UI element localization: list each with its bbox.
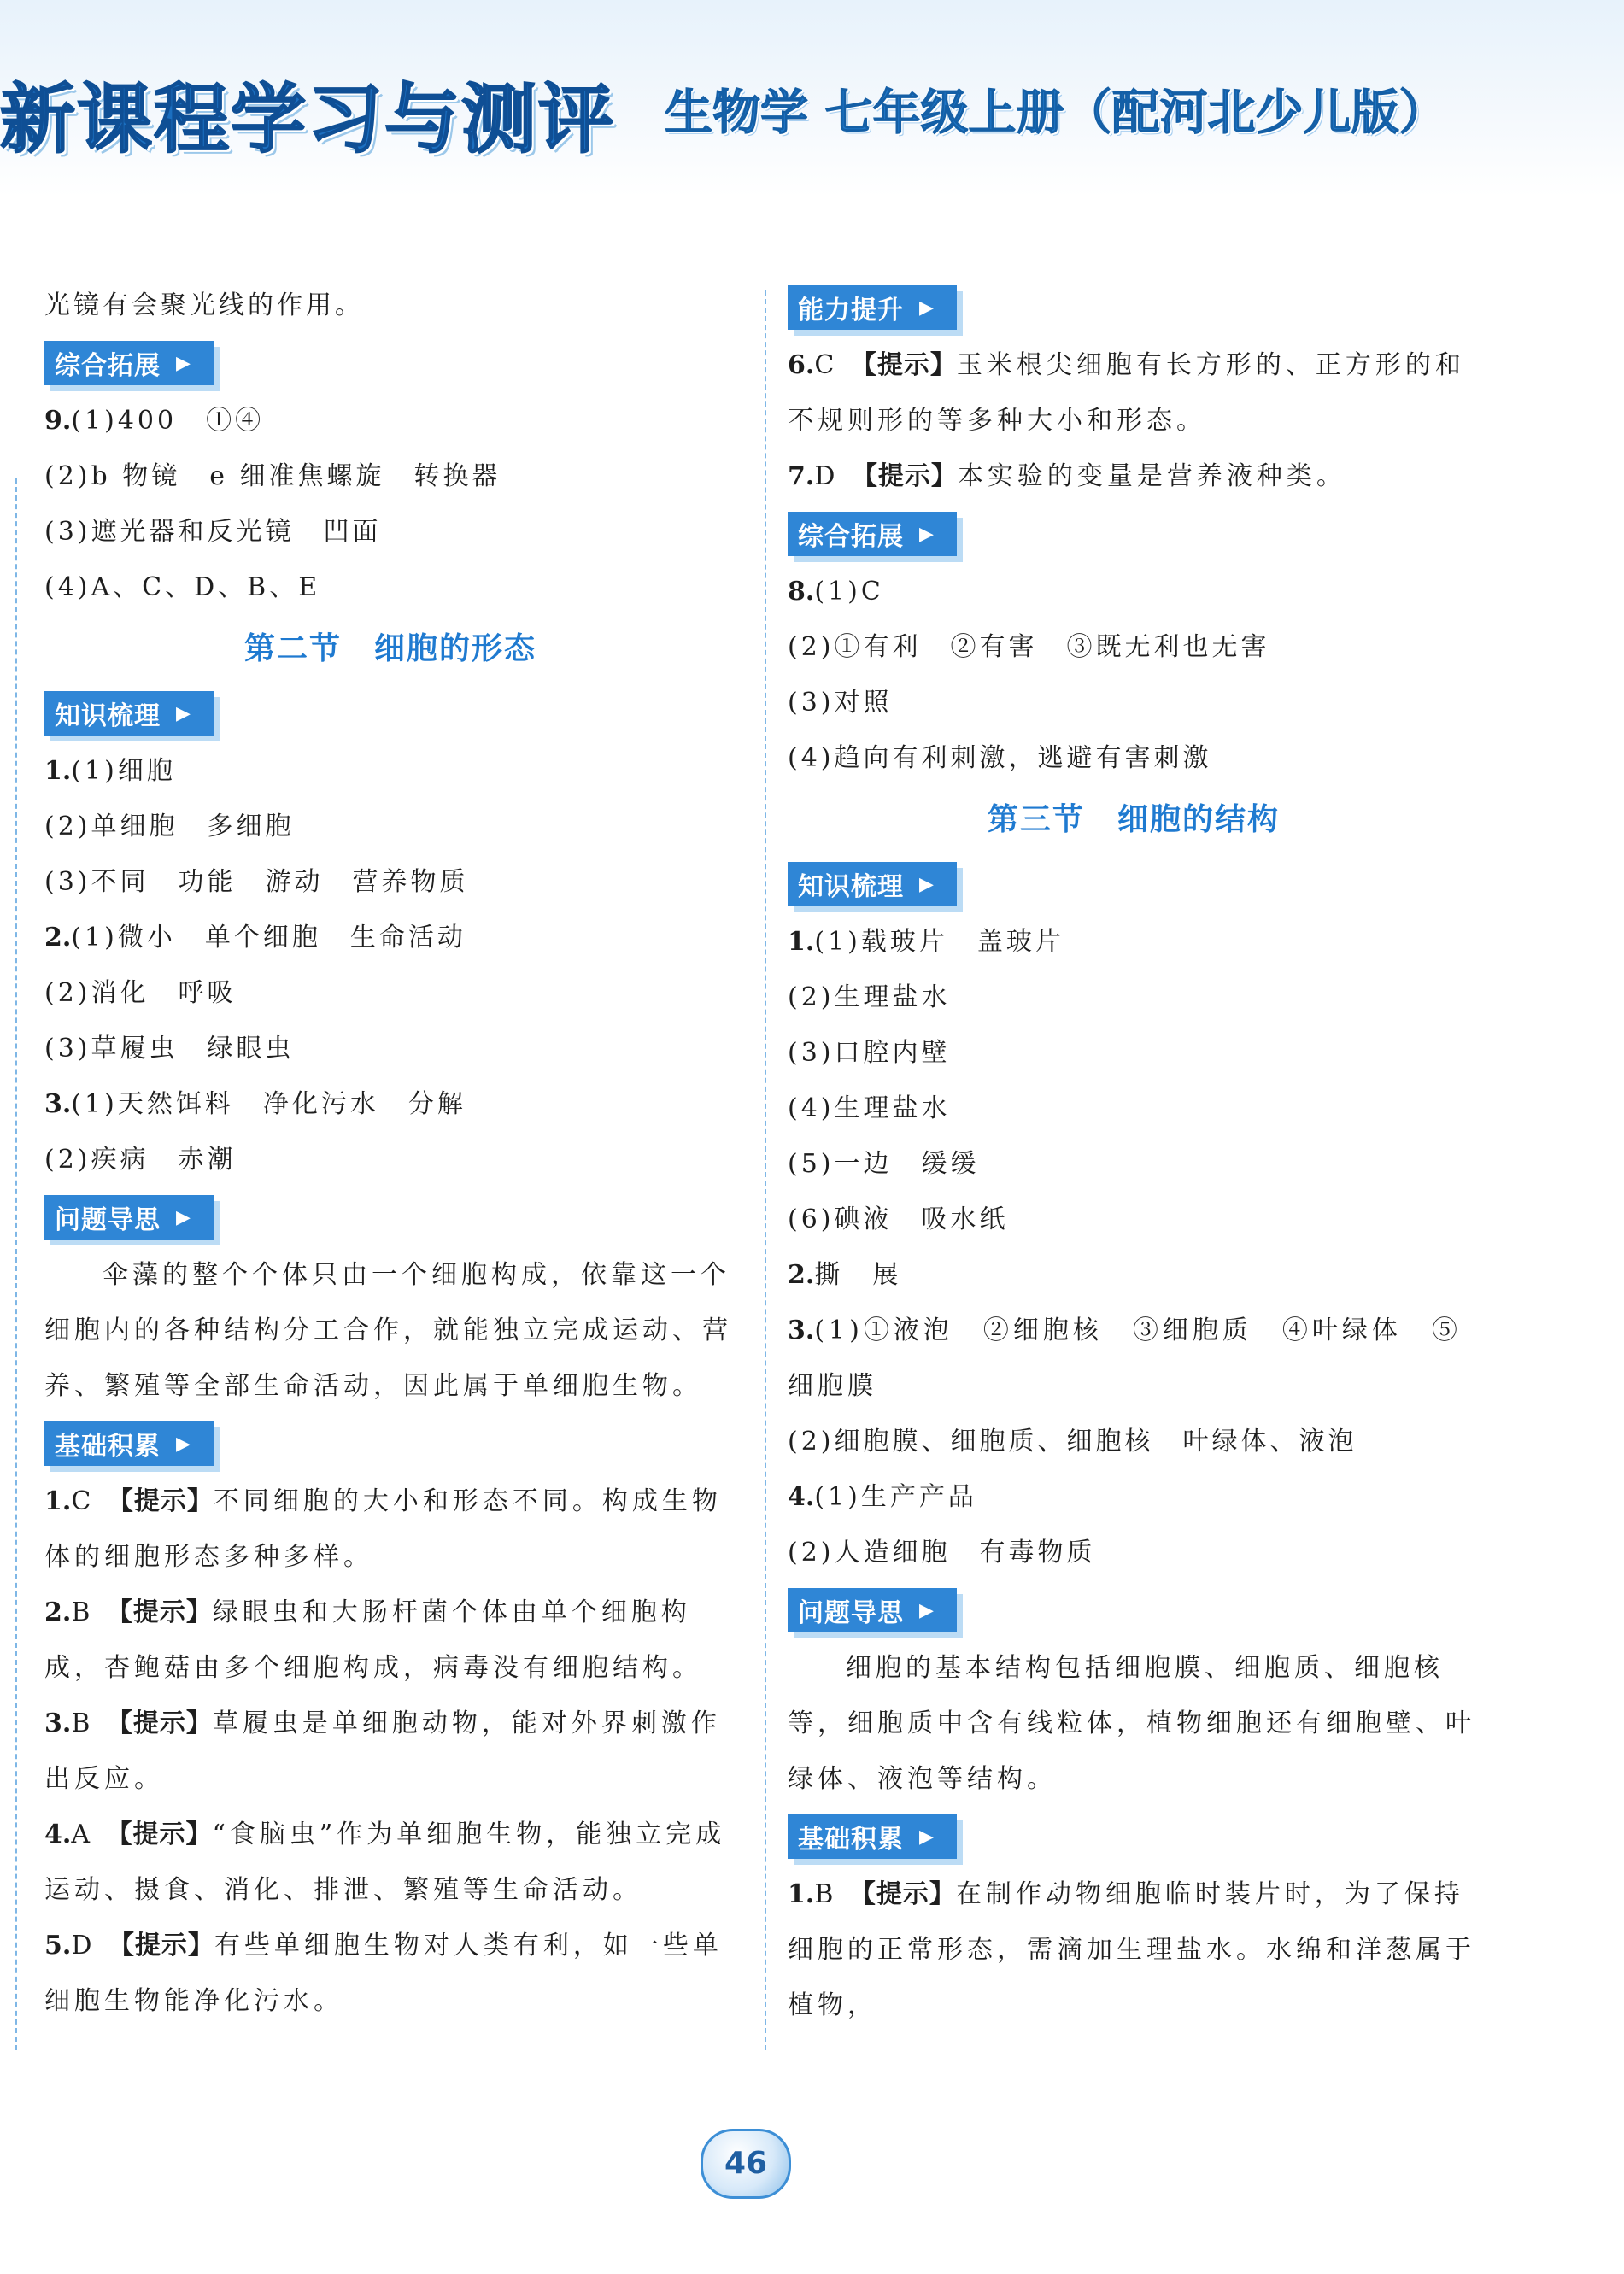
answer-item <box>788 1867 1480 2033</box>
answer-line: (3)草履虫 绿眼虫 <box>44 1034 295 1064</box>
tag-label: 问题导思 <box>55 1205 161 1235</box>
section-tag-comprehensive <box>44 341 214 385</box>
play-arrow-icon: ▶ <box>919 1826 935 1848</box>
answer-item <box>44 1585 736 1696</box>
answer-text: (1)微小 单个细胞 生命活动 <box>71 923 466 952</box>
answer-line: (3)遮光器和反光镜 凹面 <box>44 517 382 547</box>
section-tag-knowledge <box>44 691 214 736</box>
tag-row <box>788 1807 1480 1867</box>
question-number: 1. <box>788 1879 815 1909</box>
tag-label: 知识梳理 <box>55 701 161 731</box>
answer-text: 草履虫是单细胞动物，能对外界刺激作出反应。 <box>44 1708 721 1794</box>
tag-row <box>788 504 1480 564</box>
answer-text: 玉米根尖细胞有长方形的、正方形的和不规则形的等多种大小和形态。 <box>788 350 1465 436</box>
play-arrow-icon: ▶ <box>176 702 191 724</box>
page-number-badge: 46 <box>701 2129 791 2199</box>
tag-row <box>44 1187 736 1247</box>
paragraph: 细胞的基本结构包括细胞膜、细胞质、细胞核等，细胞质中含有线粒体，植物细胞还有细胞壁、叶绿体、液泡等结构。 <box>788 1653 1475 1794</box>
answer-line: (4)生理盐水 <box>788 1093 951 1123</box>
tag-label: 基础积累 <box>798 1825 904 1855</box>
right-column <box>788 278 1480 2033</box>
answer-line <box>44 910 736 965</box>
answer-text: 有些单细胞生物对人类有利，如一些单细胞生物能净化污水。 <box>44 1931 723 2016</box>
answer-choice: D <box>814 461 840 491</box>
question-number: 1. <box>44 1486 72 1516</box>
tag-row <box>44 683 736 743</box>
answer-item <box>44 1474 736 1585</box>
answer-text: 不同细胞的大小和形态不同。构成生物体的细胞形态多种多样。 <box>44 1486 722 1572</box>
question-number: 1. <box>44 756 72 786</box>
answer-text: “食脑虫”作为单细胞生物，能独立完成运动、摄食、消化、排泄、繁殖等生命活动。 <box>44 1820 726 1905</box>
page-header <box>0 0 1624 196</box>
answer-line <box>44 1076 736 1132</box>
answer-text: (1)C <box>814 577 884 607</box>
answer-line <box>788 1469 1480 1525</box>
hint-label: 【提示】 <box>106 1708 213 1738</box>
section-title: 第二节 细胞的形态 <box>243 631 536 666</box>
answer-choice: B <box>71 1708 95 1738</box>
answer-item <box>44 1696 736 1807</box>
section-tag-question-guide <box>788 1588 957 1632</box>
answer-choice: C <box>814 350 839 380</box>
tag-label: 知识梳理 <box>798 872 904 902</box>
play-arrow-icon: ▶ <box>919 1599 935 1621</box>
answer-line: (2)疾病 赤潮 <box>44 1145 237 1175</box>
answer-line: (2)细胞膜、细胞质、细胞核 叶绿体、液泡 <box>788 1427 1357 1456</box>
answer-line <box>788 564 1480 619</box>
question-number: 4. <box>44 1820 72 1849</box>
tag-label: 综合拓展 <box>798 522 904 552</box>
answer-item <box>44 1807 736 1918</box>
answer-line: (2)b 物镜 e 细准焦螺旋 转换器 <box>44 461 501 491</box>
answer-line: (6)碘液 吸水纸 <box>788 1204 1009 1234</box>
section-tag-knowledge <box>788 862 957 906</box>
play-arrow-icon: ▶ <box>176 1433 191 1455</box>
play-arrow-icon: ▶ <box>919 523 935 545</box>
answer-line: (2)消化 呼吸 <box>44 978 237 1008</box>
play-arrow-icon: ▶ <box>919 296 935 319</box>
answer-item <box>788 337 1480 448</box>
column-divider <box>765 290 766 2050</box>
answer-choice: B <box>71 1597 95 1627</box>
answer-line: (2)单细胞 多细胞 <box>44 812 295 841</box>
answer-line <box>788 1303 1480 1414</box>
text-line: 光镜有会聚光线的作用。 <box>44 290 364 320</box>
question-number: 3. <box>44 1708 72 1738</box>
tag-row <box>788 278 1480 337</box>
tag-row <box>44 1414 736 1474</box>
hint-label: 【提示】 <box>849 1879 956 1909</box>
book-subtitle: 生物学 七年级上册（配河北少儿版） <box>665 85 1447 141</box>
play-arrow-icon: ▶ <box>176 352 191 374</box>
question-number: 2. <box>788 1260 815 1290</box>
tag-label: 能力提升 <box>798 296 904 325</box>
answer-line: (4)趋向有利刺激，逃避有害刺激 <box>788 743 1212 773</box>
answer-line: (2)①有利 ②有害 ③既无利也无害 <box>788 632 1270 662</box>
hint-label: 【提示】 <box>850 350 957 380</box>
section-tag-ability <box>788 285 957 330</box>
answer-line <box>44 743 736 799</box>
section-tag-question-guide <box>44 1195 214 1240</box>
answer-text: (1)细胞 <box>71 756 176 786</box>
tag-row <box>44 333 736 393</box>
question-number: 5. <box>44 1931 72 1960</box>
hint-label: 【提示】 <box>106 1820 213 1849</box>
question-number: 1. <box>788 927 815 957</box>
tag-label: 综合拓展 <box>55 351 161 381</box>
answer-choice: D <box>71 1931 97 1960</box>
hint-label: 【提示】 <box>108 1931 214 1960</box>
answer-line: (2)生理盐水 <box>788 982 951 1012</box>
answer-text: (1)①液泡 ②细胞核 ③细胞质 ④叶绿体 ⑤细胞膜 <box>788 1316 1462 1401</box>
question-number: 2. <box>44 923 72 952</box>
answer-choice: A <box>71 1820 94 1849</box>
answer-text: 撕 展 <box>814 1260 902 1290</box>
answer-text: (1)天然饵料 净化污水 分解 <box>71 1089 466 1119</box>
answer-text: 绿眼虫和大肠杆菌个体由单个细胞构成，杏鲍菇由多个细胞构成，病毒没有细胞结构。 <box>44 1597 702 1683</box>
answer-line <box>788 1247 1480 1303</box>
section-tag-basics <box>788 1814 957 1859</box>
answer-choice: C <box>71 1486 96 1516</box>
question-number: 8. <box>788 577 815 607</box>
answer-choice: B <box>814 1879 838 1909</box>
answer-line <box>788 914 1480 970</box>
question-number: 2. <box>44 1597 72 1627</box>
question-number: 6. <box>788 350 815 380</box>
section-tag-basics <box>44 1421 214 1466</box>
hint-label: 【提示】 <box>106 1597 213 1627</box>
question-number: 4. <box>788 1482 815 1512</box>
left-margin-rule <box>15 478 17 2050</box>
answer-line: (2)人造细胞 有毒物质 <box>788 1538 1096 1568</box>
question-number: 7. <box>788 461 815 491</box>
answer-item <box>44 1918 736 2029</box>
answer-text: (1)生产产品 <box>814 1482 977 1512</box>
section-title: 第三节 细胞的结构 <box>987 802 1280 837</box>
answer-line: (4)A、C、D、B、E <box>44 572 321 602</box>
hint-label: 【提示】 <box>107 1486 214 1516</box>
answer-line: (5)一边 缓缓 <box>788 1149 980 1179</box>
left-column <box>44 278 736 2029</box>
answer-text: 本实验的变量是营养液种类。 <box>957 461 1346 491</box>
tag-row <box>788 854 1480 914</box>
book-brand-title: 新课程学习与测评 <box>0 75 616 163</box>
answer-text: (1)400 ①④ <box>71 406 265 436</box>
tag-row <box>788 1580 1480 1640</box>
play-arrow-icon: ▶ <box>919 873 935 895</box>
answer-line: (3)不同 功能 游动 营养物质 <box>44 867 469 897</box>
answer-line: (3)对照 <box>788 688 893 718</box>
answer-text: 在制作动物细胞临时装片时，为了保持细胞的正常形态，需滴加生理盐水。水绵和洋葱属于植物， <box>788 1879 1475 2020</box>
play-arrow-icon: ▶ <box>176 1206 191 1228</box>
hint-label: 【提示】 <box>851 461 958 491</box>
answer-line <box>44 393 736 448</box>
tag-label: 基础积累 <box>55 1432 161 1462</box>
paragraph: 伞藻的整个个体只由一个细胞构成，依靠这一个细胞内的各种结构分工合作，就能独立完成运动、营养、繁殖等全部生命活动，因此属于单细胞生物。 <box>44 1260 732 1401</box>
section-tag-comprehensive <box>788 512 957 556</box>
answer-item <box>788 448 1480 504</box>
question-number: 3. <box>44 1089 72 1119</box>
question-number: 9. <box>44 406 72 436</box>
tag-label: 问题导思 <box>798 1598 904 1628</box>
question-number: 3. <box>788 1316 815 1345</box>
answer-line: (3)口腔内壁 <box>788 1038 951 1068</box>
answer-text: (1)载玻片 盖玻片 <box>814 927 1064 957</box>
